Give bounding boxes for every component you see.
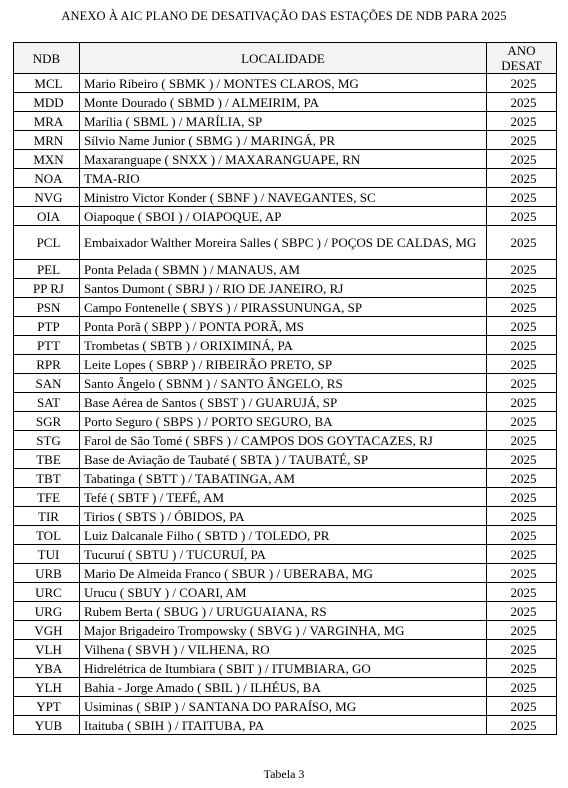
cell-ano: 2025: [487, 226, 557, 260]
cell-ano: 2025: [487, 697, 557, 716]
cell-localidade: Sílvio Name Junior ( SBMG ) / MARINGÁ, PR: [80, 131, 487, 150]
cell-ndb: SAT: [14, 393, 80, 412]
table-row: [14, 526, 557, 545]
cell-localidade: Rubem Berta ( SBUG ) / URUGUAIANA, RS: [80, 602, 487, 621]
cell-localidade: Bahia - Jorge Amado ( SBIL ) / ILHÉUS, BA: [80, 678, 487, 697]
cell-ndb: MRN: [14, 131, 80, 150]
cell-ndb: YBA: [14, 659, 80, 678]
cell-localidade: Farol de São Tomé ( SBFS ) / CAMPOS DOS GOYTACAZES, RJ: [80, 431, 487, 450]
ndb-deactivation-table: [13, 42, 557, 735]
table-row: [14, 169, 557, 188]
cell-ndb: TIR: [14, 507, 80, 526]
cell-ndb: SAN: [14, 374, 80, 393]
cell-ndb: TOL: [14, 526, 80, 545]
cell-ano: 2025: [487, 93, 557, 112]
cell-ano: 2025: [487, 355, 557, 374]
cell-ano: 2025: [487, 621, 557, 640]
cell-ano: 2025: [487, 374, 557, 393]
table-row: [14, 226, 557, 260]
cell-ano: 2025: [487, 131, 557, 150]
table-row: [14, 564, 557, 583]
cell-localidade: Ponta Pelada ( SBMN ) / MANAUS, AM: [80, 260, 487, 279]
cell-ndb: VLH: [14, 640, 80, 659]
table-row: [14, 602, 557, 621]
cell-localidade: Tirios ( SBTS ) / ÓBIDOS, PA: [80, 507, 487, 526]
table-row: [14, 621, 557, 640]
cell-ano: 2025: [487, 659, 557, 678]
table-row: [14, 374, 557, 393]
cell-ndb: PTT: [14, 336, 80, 355]
cell-ano: 2025: [487, 469, 557, 488]
cell-localidade: Campo Fontenelle ( SBYS ) / PIRASSUNUNGA, SP: [80, 298, 487, 317]
table-row: [14, 393, 557, 412]
cell-ano: 2025: [487, 298, 557, 317]
table-row: [14, 93, 557, 112]
table-row: [14, 697, 557, 716]
cell-ndb: PCL: [14, 226, 80, 260]
table-row: [14, 583, 557, 602]
table-row: [14, 469, 557, 488]
table-row: [14, 207, 557, 226]
cell-ano: 2025: [487, 602, 557, 621]
header-ano-line1: ANO: [507, 43, 536, 58]
table-row: [14, 488, 557, 507]
cell-ndb: YLH: [14, 678, 80, 697]
cell-ano: 2025: [487, 207, 557, 226]
table-row: [14, 450, 557, 469]
cell-ano: 2025: [487, 716, 557, 735]
cell-localidade: Tefé ( SBTF ) / TEFÉ, AM: [80, 488, 487, 507]
table-row: [14, 150, 557, 169]
header-ano-line2: DESAT: [501, 58, 542, 73]
cell-ano: 2025: [487, 336, 557, 355]
cell-localidade: Mario De Almeida Franco ( SBUR ) / UBERABA, MG: [80, 564, 487, 583]
cell-ndb: STG: [14, 431, 80, 450]
cell-ano: 2025: [487, 678, 557, 697]
cell-ndb: YPT: [14, 697, 80, 716]
cell-ano: 2025: [487, 450, 557, 469]
cell-localidade: Marília ( SBML ) / MARÍLIA, SP: [80, 112, 487, 131]
cell-localidade: Itaituba ( SBIH ) / ITAITUBA, PA: [80, 716, 487, 735]
cell-ano: 2025: [487, 488, 557, 507]
cell-localidade: Santos Dumont ( SBRJ ) / RIO DE JANEIRO, RJ: [80, 279, 487, 298]
table-row: [14, 507, 557, 526]
cell-ano: 2025: [487, 169, 557, 188]
cell-ndb: PSN: [14, 298, 80, 317]
table-body: [14, 74, 557, 735]
cell-localidade: Tabatinga ( SBTT ) / TABATINGA, AM: [80, 469, 487, 488]
table-row: [14, 336, 557, 355]
table-row: [14, 317, 557, 336]
cell-ano: 2025: [487, 507, 557, 526]
cell-localidade: Mario Ribeiro ( SBMK ) / MONTES CLAROS, MG: [80, 74, 487, 93]
cell-ndb: TBE: [14, 450, 80, 469]
cell-localidade: TMA-RIO: [80, 169, 487, 188]
table-row: [14, 355, 557, 374]
cell-ndb: OIA: [14, 207, 80, 226]
header-ndb: NDB: [14, 43, 80, 74]
cell-localidade: Monte Dourado ( SBMD ) / ALMEIRIM, PA: [80, 93, 487, 112]
cell-ano: 2025: [487, 112, 557, 131]
cell-ano: 2025: [487, 564, 557, 583]
cell-ano: 2025: [487, 545, 557, 564]
table-caption: Tabela 3: [263, 767, 305, 781]
cell-ndb: NVG: [14, 188, 80, 207]
cell-localidade: Porto Seguro ( SBPS ) / PORTO SEGURO, BA: [80, 412, 487, 431]
cell-ano: 2025: [487, 188, 557, 207]
cell-ndb: SGR: [14, 412, 80, 431]
cell-ndb: NOA: [14, 169, 80, 188]
cell-localidade: Major Brigadeiro Trompowsky ( SBVG ) / VARGINHA, MG: [80, 621, 487, 640]
cell-ano: 2025: [487, 279, 557, 298]
table-row: [14, 112, 557, 131]
cell-localidade: Urucu ( SBUY ) / COARI, AM: [80, 583, 487, 602]
cell-localidade: Oiapoque ( SBOI ) / OIAPOQUE, AP: [80, 207, 487, 226]
cell-ano: 2025: [487, 412, 557, 431]
cell-localidade: Tucuruí ( SBTU ) / TUCURUÍ, PA: [80, 545, 487, 564]
cell-ndb: MRA: [14, 112, 80, 131]
cell-ano: 2025: [487, 393, 557, 412]
table-row: [14, 640, 557, 659]
cell-ano: 2025: [487, 640, 557, 659]
cell-ndb: PEL: [14, 260, 80, 279]
cell-localidade: Ponta Porã ( SBPP ) / PONTA PORÃ, MS: [80, 317, 487, 336]
cell-ndb: TFE: [14, 488, 80, 507]
cell-localidade: Maxaranguape ( SNXX ) / MAXARANGUAPE, RN: [80, 150, 487, 169]
cell-ndb: TUI: [14, 545, 80, 564]
cell-localidade: Vilhena ( SBVH ) / VILHENA, RO: [80, 640, 487, 659]
cell-localidade: Trombetas ( SBTB ) / ORIXIMINÁ, PA: [80, 336, 487, 355]
table-row: [14, 74, 557, 93]
cell-ano: 2025: [487, 583, 557, 602]
cell-ndb: MDD: [14, 93, 80, 112]
cell-ndb: PP RJ: [14, 279, 80, 298]
table-row: [14, 545, 557, 564]
cell-localidade: Ministro Victor Konder ( SBNF ) / NAVEGANTES, SC: [80, 188, 487, 207]
cell-localidade: Leite Lopes ( SBRP ) / RIBEIRÃO PRETO, SP: [80, 355, 487, 374]
table-header-row: [14, 43, 557, 74]
cell-ano: 2025: [487, 260, 557, 279]
cell-ndb: RPR: [14, 355, 80, 374]
cell-ndb: URC: [14, 583, 80, 602]
cell-ndb: TBT: [14, 469, 80, 488]
cell-localidade: Santo Ângelo ( SBNM ) / SANTO ÂNGELO, RS: [80, 374, 487, 393]
header-localidade: LOCALIDADE: [80, 43, 487, 74]
table-row: [14, 431, 557, 450]
cell-localidade: Usiminas ( SBIP ) / SANTANA DO PARAÍSO, MG: [80, 697, 487, 716]
table-row: [14, 279, 557, 298]
cell-localidade: Base de Aviação de Taubaté ( SBTA ) / TAUBATÉ, SP: [80, 450, 487, 469]
table-row: [14, 188, 557, 207]
cell-ndb: URB: [14, 564, 80, 583]
table-row: [14, 131, 557, 150]
cell-ndb: MXN: [14, 150, 80, 169]
cell-ano: 2025: [487, 526, 557, 545]
table-row: [14, 260, 557, 279]
cell-localidade: Luiz Dalcanale Filho ( SBTD ) / TOLEDO, PR: [80, 526, 487, 545]
page-title: ANEXO À AIC PLANO DE DESATIVAÇÃO DAS ESTAÇÕES DE NDB PARA 2025: [61, 9, 507, 23]
cell-ano: 2025: [487, 317, 557, 336]
table-row: [14, 678, 557, 697]
cell-localidade: Base Aérea de Santos ( SBST ) / GUARUJÁ, SP: [80, 393, 487, 412]
header-ano-desat: [487, 43, 557, 74]
cell-localidade: Embaixador Walther Moreira Salles ( SBPC ) / POÇOS DE CALDAS, MG: [80, 226, 487, 260]
cell-ndb: PTP: [14, 317, 80, 336]
table-row: [14, 298, 557, 317]
cell-ano: 2025: [487, 431, 557, 450]
cell-ndb: MCL: [14, 74, 80, 93]
cell-localidade: Hidrelétrica de Itumbiara ( SBIT ) / ITUMBIARA, GO: [80, 659, 487, 678]
cell-ano: 2025: [487, 150, 557, 169]
cell-ndb: VGH: [14, 621, 80, 640]
cell-ndb: URG: [14, 602, 80, 621]
cell-ndb: YUB: [14, 716, 80, 735]
table-row: [14, 716, 557, 735]
cell-ano: 2025: [487, 74, 557, 93]
table-row: [14, 659, 557, 678]
table-row: [14, 412, 557, 431]
